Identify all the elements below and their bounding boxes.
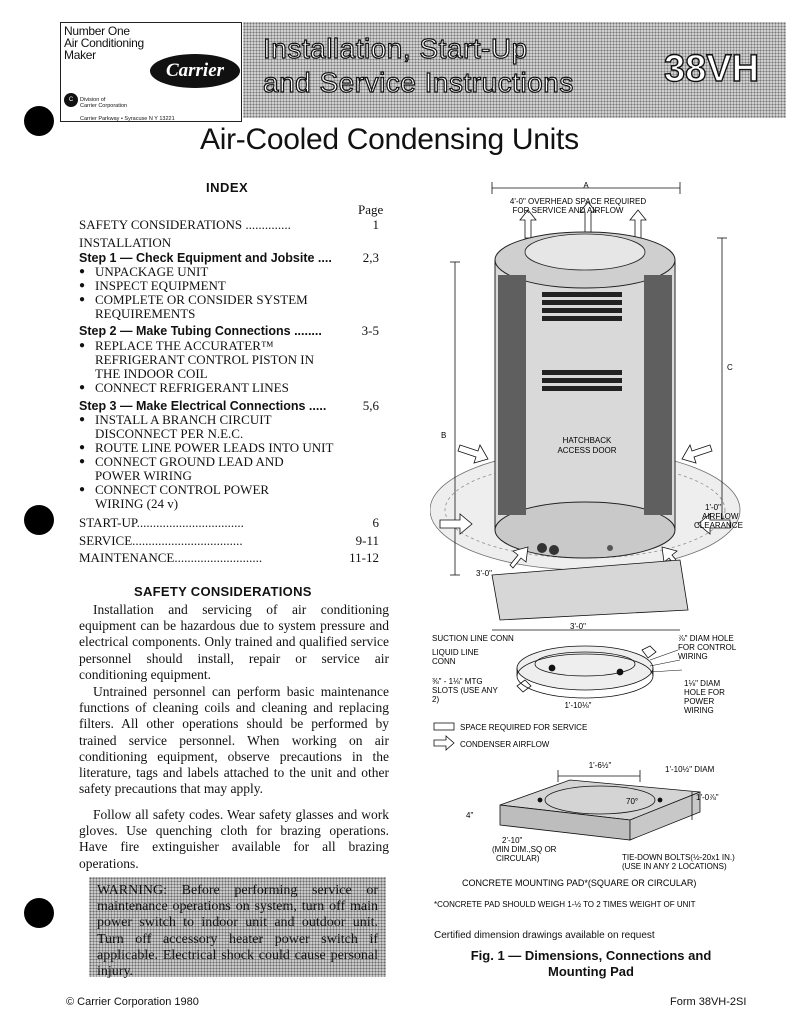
control-hole-label: FOR CONTROL (678, 643, 737, 652)
index-entry-label: Step 2 — Make Tubing Connections ........ (79, 324, 322, 338)
pad-diam-label: 1'-10½" DIAM (665, 765, 715, 774)
front-service-area (492, 560, 688, 620)
index-entry-label: ROUTE LINE POWER LEADS INTO UNIT (95, 440, 334, 455)
legend-airflow-label: CONDENSER AIRFLOW (460, 740, 550, 749)
index-entry (79, 455, 379, 469)
index-entry (79, 551, 379, 565)
index-entry-label: CONNECT CONTROL POWER (95, 482, 270, 497)
index-entry (79, 427, 379, 441)
index-entry-page: 1 (372, 217, 379, 232)
overhead-label: FOR SERVICE AND AIRFLOW (512, 206, 624, 215)
tiedown-label: TIE-DOWN BOLTS(½-20x1 IN.) (622, 853, 735, 862)
power-hole-label: WIRING (684, 706, 714, 715)
tagline-line: Number One (64, 24, 130, 38)
pad-dim1-label: 1'-6½" (588, 761, 612, 770)
safety-paragraph: Installation and servicing of air conditioning equipment can be hazardous due to system pressure and electrical components. Only trained and qualified service personnel should install, repair or service air conditioning equipment. (79, 602, 389, 682)
division-text (80, 97, 127, 109)
index-entry-label: Step 1 — Check Equipment and Jobsite .... (79, 251, 332, 265)
liquid-label: LIQUID LINE (432, 648, 479, 657)
hatchback-label: HATCHBACK (562, 436, 612, 445)
dim-a-label: A (583, 181, 589, 190)
clearance-label: 1'-0" (705, 503, 721, 512)
form-number: Form 38VH-2SI (670, 996, 747, 1008)
pad-label: CONCRETE MOUNTING PAD*(SQUARE OR CIRCULAR) (462, 878, 697, 888)
index-entry-label: DISCONNECT PER N.E.C. (95, 426, 244, 441)
index-entry-label: COMPLETE OR CONSIDER SYSTEM (95, 292, 308, 307)
index-entry (79, 441, 379, 455)
index-entry (79, 353, 379, 367)
index-entry-label: UNPACKAGE UNIT (95, 264, 209, 279)
banner-title-line: and Service Instructions (263, 67, 574, 98)
division-line: Carrier Corporation (80, 103, 128, 109)
mounting-pad (500, 780, 700, 840)
control-hole-label: ⅞" DIAM HOLE (678, 634, 734, 643)
pad-size-label: 2'-10" (502, 836, 523, 845)
banner-title-line: Installation, Start-Up (263, 33, 528, 64)
slot-dim-label: 1'-10⅛" (564, 701, 592, 710)
index-entry (79, 483, 379, 497)
index-entry (79, 236, 379, 250)
index-entry-label: Step 3 — Make Electrical Connections ..... (79, 399, 327, 413)
punch-hole (24, 505, 54, 535)
carrier-logo (150, 54, 240, 88)
clearance-label: CLEARANCE (694, 521, 743, 530)
liquid-label: CONN (432, 657, 456, 666)
mtg-slots-label: 2) (432, 695, 440, 704)
suction-label: SUCTION LINE CONN (432, 634, 514, 643)
clearance-label: AIRFLOW (702, 512, 739, 521)
index-heading: INDEX (206, 180, 249, 195)
warning-text: WARNING: Before performing service or maintenance operations on system, turn off main power switch to indoor unit and outdoor unit. Turn off accessory heater power switch if applicable. Electrical shock could cause personal injury. (97, 883, 378, 980)
side-space-label: 3'-0" (476, 569, 492, 578)
warning-box (89, 877, 386, 980)
tagline-line: Air Conditioning (64, 36, 144, 50)
base-plan-view (517, 646, 656, 698)
airflow-legend-icon (434, 736, 454, 750)
index-entry-label: CONNECT REFRIGERANT LINES (95, 380, 289, 395)
safety-paragraph: Untrained personnel can perform basic maintenance functions of cleaning coils and cleaning and replacing filters. All other operations should be performed by trained service personnel. When working on air conditioning equipment, observe precautions in the literature, tags and labels attached to the unit and other safety precautions that may apply. (79, 684, 389, 797)
condensing-unit (495, 232, 675, 558)
index-entry-page: 9-11 (355, 533, 379, 548)
model-number: 38VH (664, 48, 760, 90)
index-entry-page: 2,3 (362, 250, 379, 265)
index-entry-page: 5,6 (362, 398, 379, 413)
index-entry-label: START-UP................................. (79, 515, 244, 530)
index-entry-label: CONNECT GROUND LEAD AND (95, 454, 284, 469)
index-entry (79, 497, 379, 511)
index-entry (79, 469, 379, 483)
index-entry-label: THE INDOOR COIL (95, 366, 208, 381)
index-entry (79, 307, 379, 321)
index-entry (79, 367, 379, 381)
index-entry-label: POWER WIRING (95, 468, 192, 483)
index-entry-label: INSTALLATION (79, 235, 172, 250)
power-hole-label: POWER (684, 697, 715, 706)
index-entry-label: REQUIREMENTS (95, 306, 196, 321)
hatchback-label: ACCESS DOOR (557, 446, 617, 455)
index-entry (79, 279, 379, 293)
logo-text: Carrier (165, 60, 225, 81)
legend-space-label: SPACE REQUIRED FOR SERVICE (460, 723, 588, 732)
index-entry (79, 218, 379, 232)
dimension-figure (430, 180, 775, 920)
pad-height-label: 4" (466, 811, 474, 820)
index-entry (79, 339, 379, 353)
service-space-legend-icon (434, 723, 454, 730)
tagline-line: Maker (64, 48, 96, 62)
address: Carrier Parkway • Syracuse N Y 13221 (80, 116, 175, 122)
division-badge-icon: C (64, 93, 78, 107)
page-title: Air-Cooled Condensing Units (200, 123, 579, 156)
dim-c-label: C (727, 363, 733, 372)
tagline (64, 25, 144, 61)
mtg-slots-label: SLOTS (USE ANY (432, 686, 498, 695)
index-entry-label: INSTALL A BRANCH CIRCUIT (95, 412, 272, 427)
index-entry-label: SAFETY CONSIDERATIONS .............. (79, 217, 291, 232)
mtg-slots-label: ⅜" - 1⅛" MTG (432, 677, 483, 686)
punch-hole (24, 106, 54, 136)
index-page-heading: Page (358, 202, 384, 217)
index-entry-page: 11-12 (349, 550, 379, 565)
safety-heading: SAFETY CONSIDERATIONS (134, 584, 312, 599)
index-entry-label: SERVICE.................................. (79, 533, 243, 548)
pad-size-label: CIRCULAR) (496, 854, 540, 863)
certified-note: Certified dimension drawings available on request (434, 930, 655, 941)
index-entry (79, 293, 379, 307)
power-hole-label: 1⅛" DIAM (684, 679, 721, 688)
punch-hole (24, 898, 54, 928)
front-space-label: 3'-0" (570, 622, 586, 631)
division-line: Division of (80, 97, 106, 103)
pad-dim2-label: 1'-0⅞" (696, 793, 719, 802)
index-entry (79, 399, 379, 413)
index-entry-label: INSPECT EQUIPMENT (95, 278, 226, 293)
dim-b-label: B (441, 431, 447, 440)
power-hole-label: HOLE FOR (684, 688, 725, 697)
index-entry (79, 413, 379, 427)
index-entry (79, 251, 379, 265)
index-entry-label: REFRIGERANT CONTROL PISTON IN (95, 352, 314, 367)
pad-angle-label: 70° (626, 797, 639, 806)
index-entry (79, 534, 379, 548)
index-entry-label: MAINTENANCE........................... (79, 550, 263, 565)
index-entry (79, 265, 379, 279)
index-entry-page: 3-5 (361, 323, 379, 338)
pad-size-label: (MIN DIM.,SQ OR (492, 845, 557, 854)
tiedown-label: (USE IN ANY 2 LOCATIONS) (622, 862, 727, 871)
index-entry (79, 516, 379, 530)
index-entry-label: REPLACE THE ACCURATER™ (95, 338, 274, 353)
pad-note: *CONCRETE PAD SHOULD WEIGH 1-½ TO 2 TIMES WEIGHT OF UNIT (434, 900, 696, 909)
index-entry (79, 324, 379, 338)
control-hole-label: WIRING (678, 652, 708, 661)
copyright: © Carrier Corporation 1980 (66, 996, 199, 1008)
safety-paragraph: Follow all safety codes. Wear safety glasses and work gloves. Use quenching cloth for brazing operations. Have fire extinguisher available for all brazing operations. (79, 807, 389, 871)
index-entry-label: WIRING (24 v) (95, 496, 179, 511)
index-entry (79, 381, 379, 395)
banner-title (263, 32, 574, 100)
index-entry-page: 6 (372, 515, 379, 530)
overhead-label: 4'-0" OVERHEAD SPACE REQUIRED (509, 197, 647, 206)
figure-caption: Fig. 1 — Dimensions, Connections and Mounting Pad (470, 948, 712, 979)
